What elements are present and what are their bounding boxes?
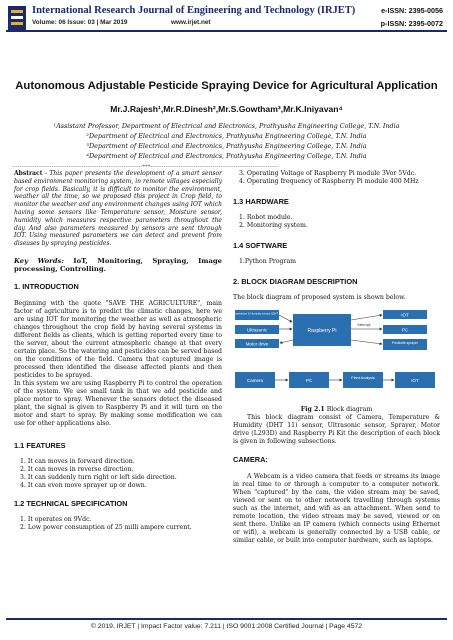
list-item: 1. It can moves in forward direction. xyxy=(20,457,135,465)
software-heading: 1.4 SOFTWARE xyxy=(233,241,288,250)
list-item: 1. It operates on 9Vdc. xyxy=(20,515,92,523)
plant-analysis-label: Plant Analysis xyxy=(351,376,375,380)
pc-block xyxy=(383,325,427,334)
figure-caption xyxy=(233,406,440,414)
list-item: 3. It can suddenly turn right or left side direction. xyxy=(20,473,177,481)
spec-list xyxy=(14,516,222,532)
rpi-label: Raspberry Pi xyxy=(307,328,337,334)
spec-heading: 1.2 TECHNICAL SPECIFICATION xyxy=(14,498,128,508)
abstract xyxy=(14,170,222,248)
section-separator: ---------------------------------------------------------------------***-------------------------------------------------------------------- xyxy=(12,164,279,170)
camera-block xyxy=(235,372,275,388)
motor-label: Motor drive xyxy=(245,341,269,347)
features-heading: 1.1 FEATURES xyxy=(14,440,66,450)
intro-paragraph-1: Beginning with the quote "SAVE THE AGRICULTURE", main factor of agriculture is to predict the climatic changes, here we are using IOT for monitoring the weather as well as atmospheric changes throughout the crop field by having several systems in different fields as clients, which is getting reported every time to the server, about the current atmospheric change at that every certain place. So the watering and pesticides can be served based on the conditions of the field. Camera that captured image is processed then identified the disease affected plants and then pesticides to be sprayed. xyxy=(14,299,222,379)
keywords-label: Key Words: xyxy=(14,256,64,265)
paper-title: Autonomous Adjustable Pesticide Spraying Device for Agricultural Application xyxy=(15,80,438,92)
pesticide-label: Pesticide sprayer xyxy=(391,341,419,345)
abstract-label: Abstract xyxy=(14,170,43,177)
affiliation-3: ³Department of Electrical and Electronics, Prathyusha Engineering College, T.N. India xyxy=(86,142,367,150)
figure-text: Block diagram xyxy=(324,406,373,413)
journal-title: International Research Journal of Engineering and Technology (IRJET) xyxy=(32,5,356,16)
motor-block xyxy=(235,339,279,348)
pc2-label: PC xyxy=(305,378,313,383)
camera-label: Camera xyxy=(246,378,264,383)
camera-paragraph: A Webcam is a video camera that feeds or streams its image in real time to or through a computer to a computer network. When "captured" by the cam, the video stream may be saved, viewed or sent on to other network travelling through systems such as the internet, and wifi as an attachment. When send to remote location, the video stream may be saved, viewed or on sent there. Unlike an IP camera (which connects using Ethernet or wifi), a webcam is generally connected by a USB cable, or similar cable, or built into computer hardware, such as laptops. xyxy=(233,473,440,544)
journal-volume-line xyxy=(32,19,211,26)
right-column xyxy=(233,170,440,545)
keywords-text: IoT, Monitoring, Spraying, Image processing, Controlling. xyxy=(14,256,222,273)
ultrasonic-label: Ultrasonic xyxy=(246,327,268,333)
volume-issue: Volume: 06 Issue: 03 | Mar 2019 xyxy=(32,19,128,26)
irjet-logo-icon xyxy=(6,4,28,32)
pesticide-block xyxy=(383,339,427,350)
ultrasonic-block xyxy=(235,325,279,334)
interrupt-label: Interrupt xyxy=(357,323,371,327)
iot-block xyxy=(383,310,427,319)
list-item: 2. It can moves in reverse direction. xyxy=(20,465,134,473)
list-item: 2. Low power consumption of 25 milli ampere current. xyxy=(20,523,192,531)
eissn: e-ISSN: 2395-0056 xyxy=(381,6,443,15)
left-column xyxy=(14,170,222,532)
iot-label: IOT xyxy=(401,312,409,318)
list-item: 3. Operating Voltage of Raspberry Pi module 3Vor 5Vdc. xyxy=(239,170,417,177)
plant-analysis-block xyxy=(343,372,383,388)
spec-list-continued xyxy=(233,170,440,186)
abstract-text: - This paper presents the development of a smart sensor based environment monitoring system, in remote villages especially for crop fields. Basically, it is difficult to monitor the environment, weather all the time, so we proposed this project in Crop field, to monitor the weather and any environment changes using IOT which having some sensors like Temperature sensor, Moisture sensor, humidity which measures respective parameters throughout the day. And also parameters measured by sensors are sent through IOT. Using measured parameters we can detect and prevent from diseases by spraying pesticides. xyxy=(14,170,222,248)
rpi-block xyxy=(293,314,351,346)
camera-heading: CAMERA: xyxy=(233,455,268,464)
block-intro: The block diagram of proposed system is shown below. xyxy=(233,294,406,301)
hardware-heading: 1.3 HARDWARE xyxy=(233,197,289,206)
list-item: 4. Operating frequency of Raspberry Pi module 400 MHz xyxy=(239,178,419,185)
affiliation-2: ²Department of Electrical and Electronics, Prathyusha Engineering College, T.N. India xyxy=(86,132,367,140)
paper-authors: Mr.J.Rajesh¹,Mr.R.Dinesh²,Mr.S.Gowtham³,Mr.K.Iniyavan⁴ xyxy=(110,104,343,114)
list-item: 1.Python Program xyxy=(239,258,297,265)
journal-header xyxy=(0,0,453,42)
keywords xyxy=(14,257,222,273)
block-diagram xyxy=(233,308,438,404)
hardware-list xyxy=(233,214,440,230)
header-rule xyxy=(6,30,447,32)
block-description: This block diagram consist of Camera, Temperature & Humidity (DHT 11) sensor, Ultrasonic sensor, Sprayer, Motor drive (L293D) and Raspberry Pi Kit the description of each block is given in following subsections. xyxy=(233,414,440,445)
pc2-block xyxy=(289,372,329,388)
affiliation-1: ¹Assistant Professor, Department of Electrical and Electronics, Prathyusha Engineering College, T.N. India xyxy=(53,122,400,130)
iot2-label: IOT xyxy=(411,378,419,383)
sensor-label: Temperature & Humidity sensor (DHT 11) xyxy=(233,311,283,316)
journal-website[interactable]: www.irjet.net xyxy=(171,19,211,26)
sensor-block xyxy=(233,310,283,320)
block-diagram-heading: 2. BLOCK DIAGRAM DESCRIPTION xyxy=(233,277,358,286)
iot2-block xyxy=(395,372,435,388)
intro-heading: 1. INTRODUCTION xyxy=(14,281,79,291)
footer-rule xyxy=(6,618,447,620)
list-item: 2. Monitoring system. xyxy=(239,222,308,229)
figure-label: Fig 2.1 xyxy=(300,406,325,413)
intro-paragraph-2: In this system we are using Raspberry Pi to control the operation of the system. We use small tank in that we add pesticide and place motor to spray. Whenever the sensors detect the diseased plant, the signal is given to Raspberry Pi and it will turn on the motor and start to spray. By making some modification we can use for other applications also. xyxy=(14,379,222,427)
list-item: 1. Robot module. xyxy=(239,214,293,221)
list-item: 4. It can even move sprayer up or down. xyxy=(20,481,147,489)
features-list xyxy=(14,458,222,490)
pissn: p-ISSN: 2395-0072 xyxy=(380,19,443,28)
affiliation-4: ⁴Department of Electrical and Electronics, Prathyusha Engineering College, T.N. India xyxy=(86,152,367,160)
page-footer: © 2019, IRJET | Impact Factor value: 7.211 | ISO 9001:2008 Certified Journal | Page 4572 xyxy=(90,623,363,630)
pc-label: PC xyxy=(401,327,409,333)
software-list xyxy=(233,258,440,266)
